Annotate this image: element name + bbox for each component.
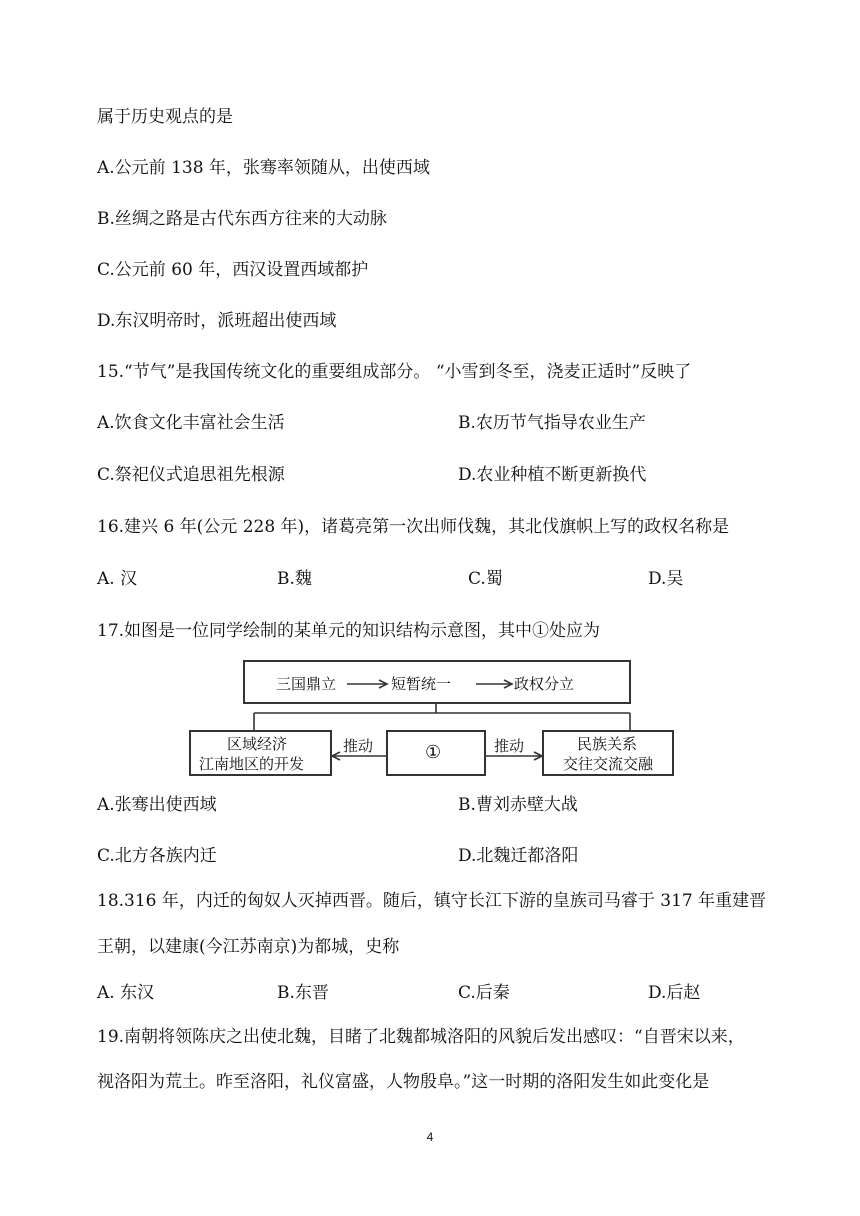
diagram-arrow-right-label: 推动 xyxy=(494,737,525,755)
q15-option-c: C.祭祀仪式追思祖先根源 xyxy=(97,465,285,485)
q14-option-d: D.东汉明帝时，派班超出使西域 xyxy=(97,311,337,331)
q15-option-d: D.农业种植不断更新换代 xyxy=(458,465,647,485)
q15-option-b: B.农历节气指导农业生产 xyxy=(458,413,646,433)
q16-option-c: C.蜀 xyxy=(468,569,503,589)
q19-stem-line1: 19.南朝将领陈庆之出使北魏，目睹了北魏都城洛阳的风貌后发出感叹：“自晋宋以来， xyxy=(97,1027,745,1047)
q14-option-c: C.公元前 60 年，西汉设置西域都护 xyxy=(97,260,369,280)
q17-option-d: D.北魏迁都洛阳 xyxy=(458,846,579,866)
q15-option-a: A.饮食文化丰富社会生活 xyxy=(97,413,285,433)
diagram-left-line1: 区域经济 xyxy=(227,735,288,753)
q18-stem-line1: 18.316 年，内迁的匈奴人灭掉西晋。随后，镇守长江下游的皇族司马睿于 317 年重建晋 xyxy=(97,891,767,911)
q18-stem-line2: 王朝，以建康(今江苏南京)为都城，史称 xyxy=(97,937,400,957)
q18-option-b: B.东晋 xyxy=(277,983,329,1003)
q14-option-a: A.公元前 138 年，张骞率领随从，出使西域 xyxy=(97,158,430,178)
diagram-top-item-3: 政权分立 xyxy=(514,675,575,693)
diagram-arrow-left-label: 推动 xyxy=(343,737,374,755)
q17-option-b: B.曹刘赤壁大战 xyxy=(458,795,578,815)
q18-option-a: A. 东汉 xyxy=(97,983,155,1003)
q16-option-d: D.吴 xyxy=(648,569,684,589)
page-number: 4 xyxy=(426,1130,434,1144)
q14-option-b: B.丝绸之路是古代东西方往来的大动脉 xyxy=(97,209,387,229)
q18-option-c: C.后秦 xyxy=(458,983,510,1003)
diagram-top-item-1: 三国鼎立 xyxy=(276,675,337,693)
q17-option-a: A.张骞出使西域 xyxy=(97,795,217,815)
q16-option-b: B.魏 xyxy=(277,569,312,589)
q15-stem: 15.“节气”是我国传统文化的重要组成部分。 “小雪到冬至，浇麦正适时”反映了 xyxy=(97,362,692,382)
q19-stem-line2: 视洛阳为荒土。昨至洛阳，礼仪富盛，人物殷阜。”这一时期的洛阳发生如此变化是 xyxy=(97,1072,710,1092)
q16-option-a: A. 汉 xyxy=(97,569,138,589)
diagram-right-line2: 交往交流交融 xyxy=(563,755,654,773)
diagram-center-marker: ① xyxy=(425,742,442,763)
q14-stem-end: 属于历史观点的是 xyxy=(97,107,233,127)
diagram-top-item-2: 短暂统一 xyxy=(391,675,452,693)
q16-stem: 16.建兴 6 年(公元 228 年)，诸葛亮第一次出师伐魏，其北伐旗帜上写的政权名称是 xyxy=(97,517,730,537)
diagram-left-line2: 江南地区的开发 xyxy=(199,755,305,773)
q17-option-c: C.北方各族内迁 xyxy=(97,846,217,866)
diagram-right-line1: 民族关系 xyxy=(577,735,638,753)
q17-stem: 17.如图是一位同学绘制的某单元的知识结构示意图，其中①处应为 xyxy=(97,621,601,641)
q18-option-d: D.后赵 xyxy=(648,983,701,1003)
